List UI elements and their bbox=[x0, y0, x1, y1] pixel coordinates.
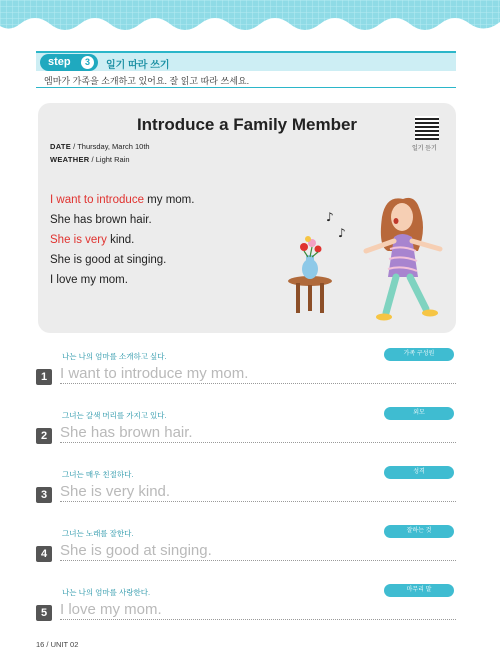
writing-line bbox=[60, 619, 456, 620]
writing-line bbox=[60, 501, 456, 502]
diary-line-1 bbox=[50, 194, 194, 206]
diary-line-3 bbox=[50, 234, 134, 246]
weather-line: WEATHER / Light Rain bbox=[50, 155, 130, 164]
step-title: 일기 따라 쓰기 bbox=[106, 60, 170, 71]
step-label: step bbox=[48, 56, 71, 68]
step-header bbox=[36, 51, 456, 71]
svg-text:♪: ♪ bbox=[326, 210, 334, 224]
singing-mom-illustration bbox=[278, 177, 448, 327]
line-text: I love my mom. bbox=[50, 274, 128, 286]
qr-label: 일기 듣기 bbox=[412, 146, 437, 152]
step-instruction: 엠마가 가족을 소개하고 있어요. 잘 읽고 따라 쓰세요. bbox=[36, 71, 456, 88]
writing-line bbox=[60, 383, 456, 384]
practice-row-1 bbox=[36, 351, 456, 409]
line-text: kind. bbox=[106, 234, 135, 246]
row-number: 4 bbox=[36, 546, 52, 562]
category-tag: 가족 구성원 bbox=[384, 348, 454, 361]
trace-text[interactable]: She is very kind. bbox=[60, 483, 171, 500]
category-tag: 잘하는 것 bbox=[384, 525, 454, 538]
page-footer: 16 / UNIT 02 bbox=[36, 640, 79, 649]
writing-line bbox=[60, 442, 456, 443]
category-tag: 외모 bbox=[384, 407, 454, 420]
step-badge bbox=[40, 54, 98, 71]
line-text: my mom. bbox=[143, 194, 195, 206]
diary-line-2 bbox=[50, 214, 152, 226]
highlight-text: She is very bbox=[50, 234, 107, 246]
weather-value: Light Rain bbox=[95, 155, 130, 164]
svg-text:♪: ♪ bbox=[338, 226, 346, 240]
korean-prompt: 그녀는 갈색 머리를 가지고 있다. bbox=[62, 411, 167, 420]
trace-text[interactable]: I love my mom. bbox=[60, 601, 162, 618]
line-text: She has brown hair. bbox=[50, 214, 152, 226]
practice-row-4 bbox=[36, 528, 456, 586]
writing-line bbox=[60, 560, 456, 561]
diary-line-4 bbox=[50, 254, 166, 266]
date-line: DATE / Thursday, March 10th bbox=[50, 142, 150, 151]
date-label: DATE bbox=[50, 142, 72, 151]
highlight-text: I want to introduce bbox=[50, 194, 144, 206]
weather-label: WEATHER bbox=[50, 155, 90, 164]
practice-row-2 bbox=[36, 410, 456, 468]
korean-prompt: 그녀는 노래를 잘한다. bbox=[62, 529, 134, 538]
korean-prompt: 나는 나의 엄마를 사랑한다. bbox=[62, 588, 151, 597]
line-text: She is good at singing. bbox=[50, 254, 167, 266]
category-tag: 성격 bbox=[384, 466, 454, 479]
date-value: Thursday, March 10th bbox=[77, 142, 150, 151]
trace-text[interactable]: I want to introduce my mom. bbox=[60, 365, 249, 382]
wave-header bbox=[0, 0, 500, 40]
row-number: 2 bbox=[36, 428, 52, 444]
practice-row-3 bbox=[36, 469, 456, 527]
korean-prompt: 그녀는 매우 친절하다. bbox=[62, 470, 134, 479]
korean-prompt: 나는 나의 엄마를 소개하고 싶다. bbox=[62, 352, 167, 361]
diary-card bbox=[38, 103, 456, 333]
practice-row-5 bbox=[36, 587, 456, 645]
category-tag: 마무리 말 bbox=[384, 584, 454, 597]
trace-text[interactable]: She has brown hair. bbox=[60, 424, 193, 441]
row-number: 5 bbox=[36, 605, 52, 621]
row-number: 3 bbox=[36, 487, 52, 503]
step-number: 3 bbox=[81, 56, 94, 69]
trace-text[interactable]: She is good at singing. bbox=[60, 542, 212, 559]
row-number: 1 bbox=[36, 369, 52, 385]
diary-title: Introduce a Family Member bbox=[136, 115, 358, 134]
diary-line-5 bbox=[50, 274, 128, 286]
qr-code-icon[interactable] bbox=[415, 116, 439, 140]
